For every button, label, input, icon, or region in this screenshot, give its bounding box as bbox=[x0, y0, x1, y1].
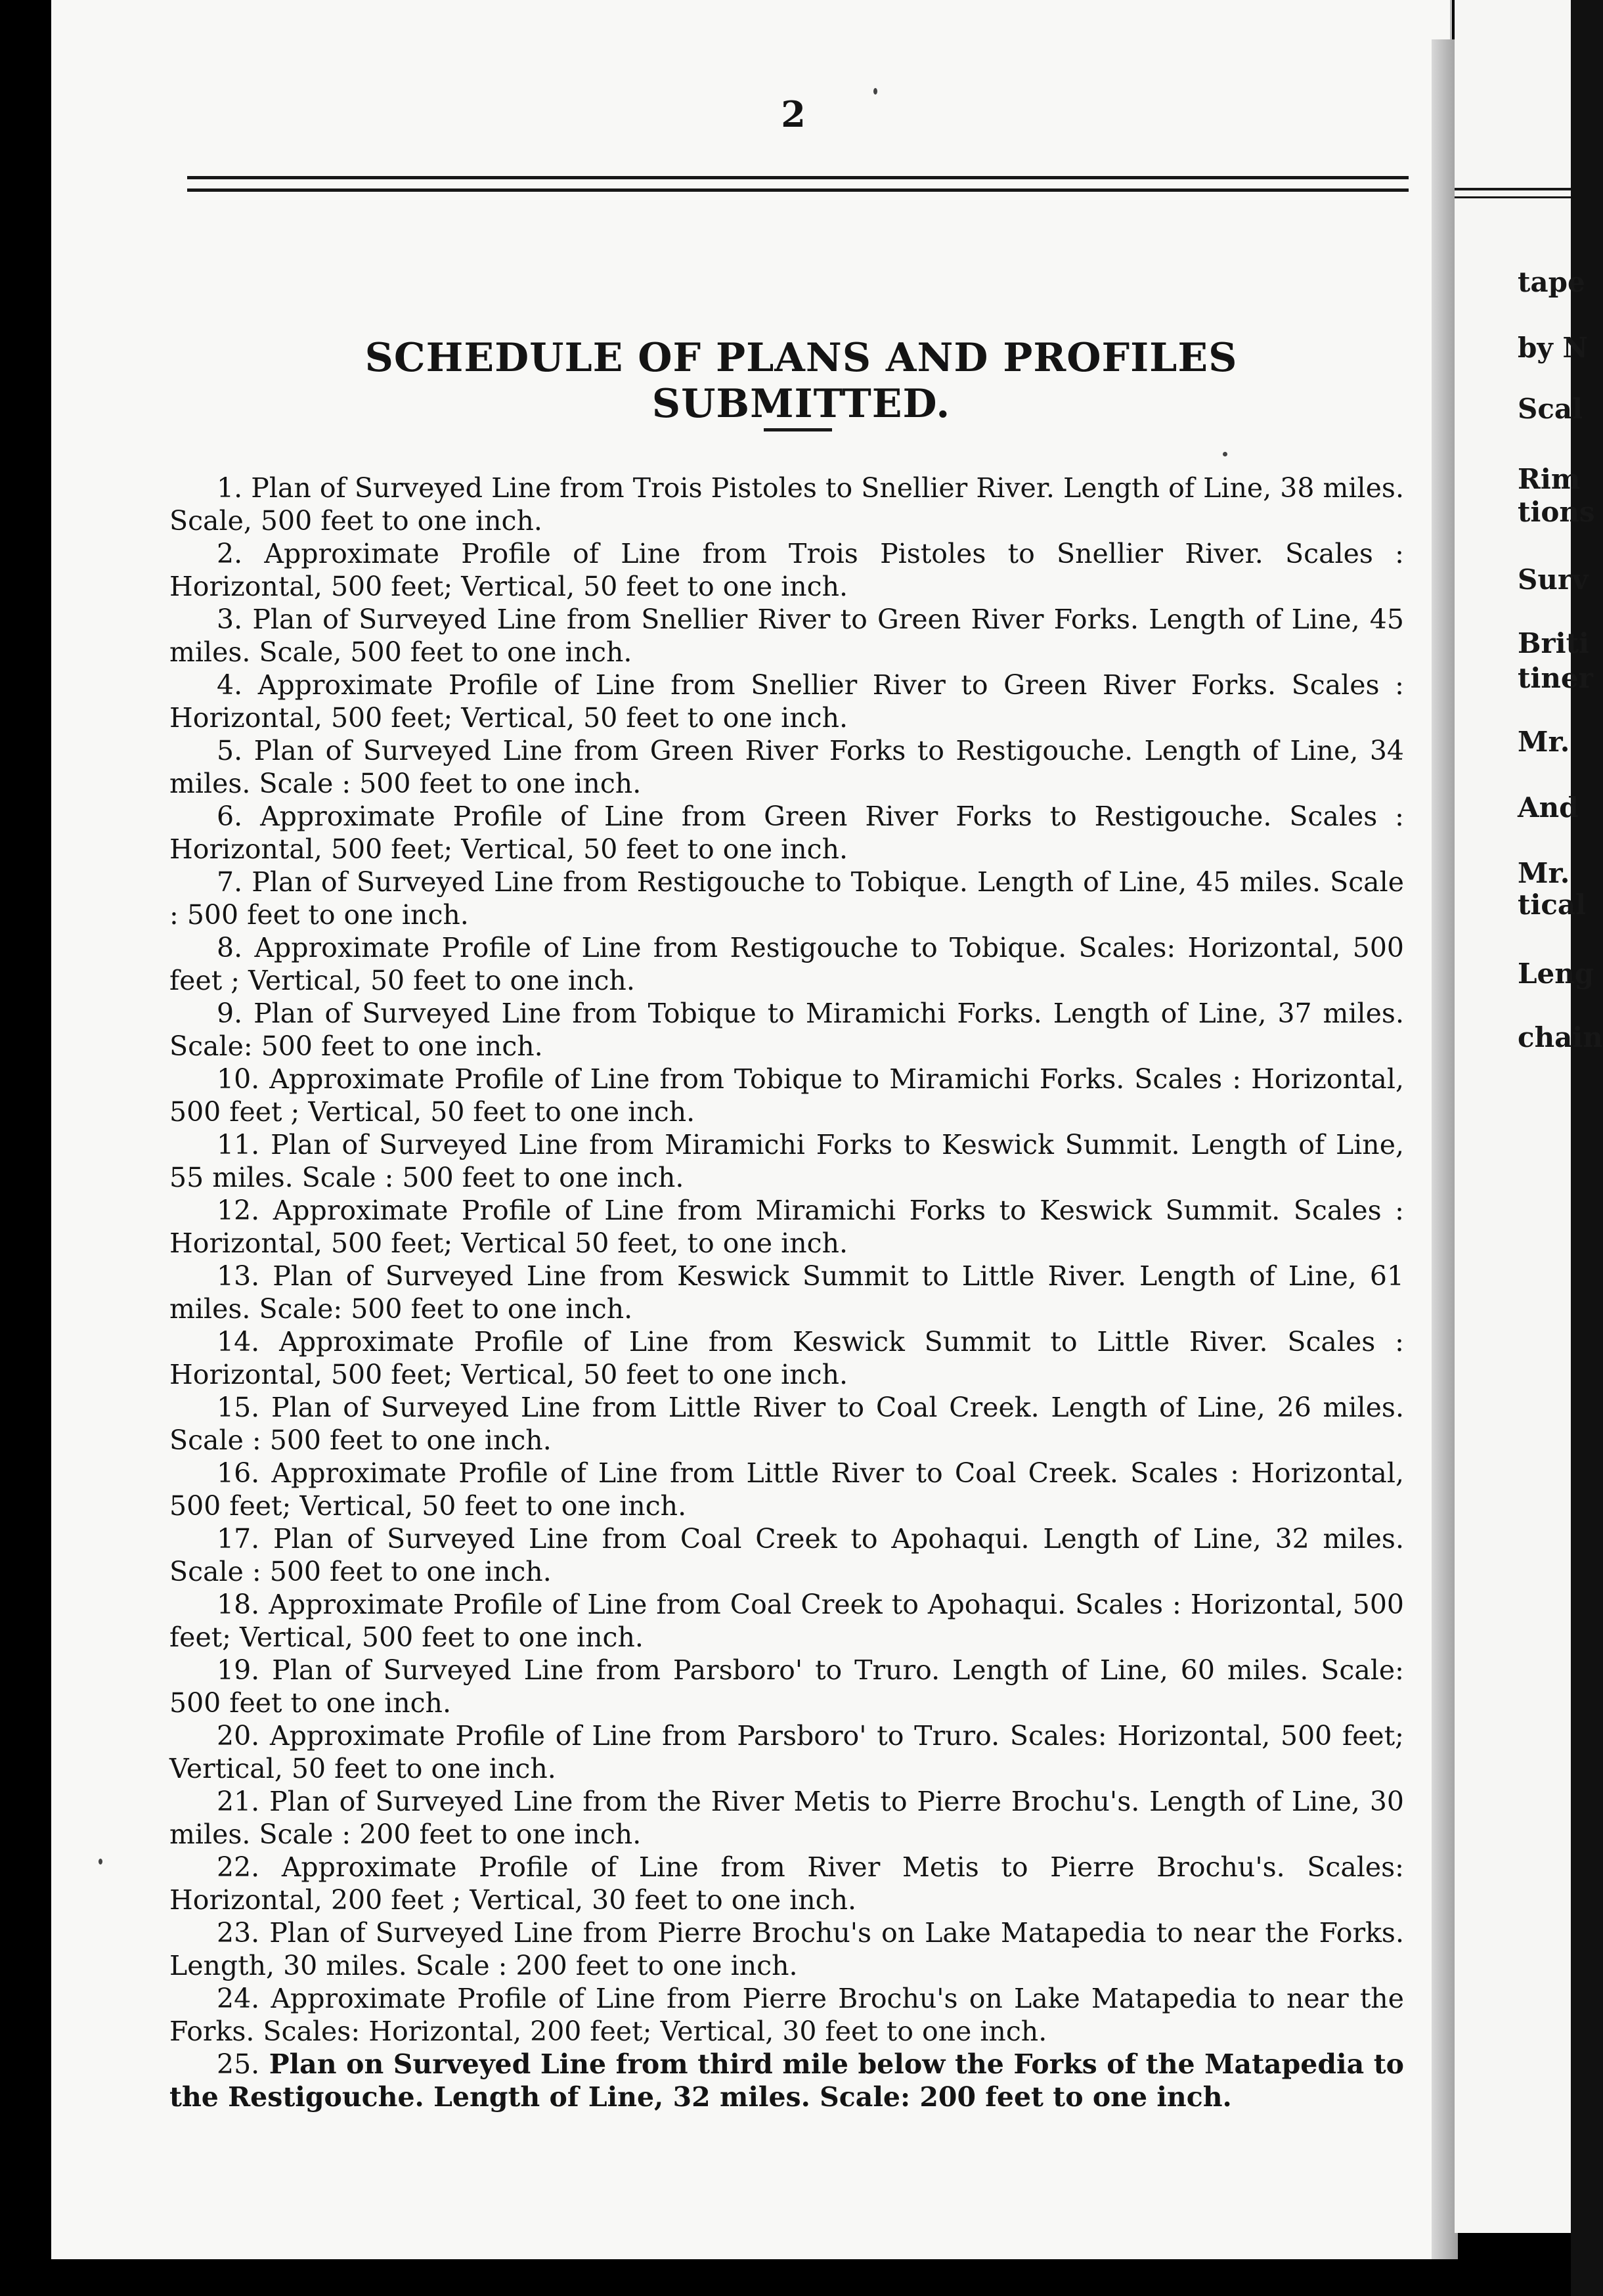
list-item: 17. Plan of Surveyed Line from Coal Creek to Apohaqui. Length of Line, 32 miles. Scale : 500 feet to one inch. bbox=[169, 1523, 1404, 1587]
adjacent-fragment: tical bbox=[1518, 889, 1587, 921]
adjacent-fragment: Leng bbox=[1518, 958, 1594, 990]
list-item: 18. Approximate Profile of Line from Coal Creek to Apohaqui. Scales : Horizontal, 500 feet; Vertical, 500 feet to one inch. bbox=[169, 1589, 1404, 1653]
adjacent-fragment: Mr. bbox=[1518, 857, 1570, 889]
adjacent-page-rule bbox=[1455, 188, 1571, 198]
adjacent-page-edge bbox=[1455, 0, 1603, 2233]
list-item: 15. Plan of Surveyed Line from Little River to Coal Creek. Length of Line, 26 miles. Scale : 500 feet to one inch. bbox=[169, 1392, 1404, 1456]
header-double-rule bbox=[187, 176, 1409, 192]
scan-speck bbox=[1223, 452, 1227, 456]
adjacent-fragment: Scal bbox=[1518, 393, 1583, 425]
adjacent-fragment: chain bbox=[1518, 1021, 1603, 1053]
list-item: 7. Plan of Surveyed Line from Restigouche to Tobique. Length of Line, 45 miles. Scale : 500 feet to one inch. bbox=[169, 866, 1404, 931]
list-item: 1. Plan of Surveyed Line from Trois Pistoles to Snellier River. Length of Line, 38 miles. Scale, 500 feet to one inch. bbox=[169, 472, 1404, 537]
list-item: 10. Approximate Profile of Line from Tobique to Miramichi Forks. Scales : Horizontal, 500 feet ; Vertical, 50 feet to one inch. bbox=[169, 1063, 1404, 1128]
adjacent-fragment: by N bbox=[1518, 332, 1588, 364]
adjacent-fragment: tions bbox=[1518, 496, 1595, 528]
list-item: 14. Approximate Profile of Line from Keswick Summit to Little River. Scales : Horizontal, 500 feet; Vertical, 50 feet to one inch. bbox=[169, 1326, 1404, 1390]
list-item: 2. Approximate Profile of Line from Trois Pistoles to Snellier River. Scales : Horizontal, 500 feet; Vertical, 50 feet to one inch. bbox=[169, 538, 1404, 602]
list-item: 23. Plan of Surveyed Line from Pierre Brochu's on Lake Matapedia to near the Forks. Length, 30 miles. Scale : 200 feet to one inch. bbox=[169, 1917, 1404, 1981]
adjacent-fragment: Mr. bbox=[1518, 726, 1570, 758]
title-dash bbox=[764, 428, 832, 431]
adjacent-fragment: tape bbox=[1518, 266, 1585, 298]
page-gutter-shadow bbox=[1432, 39, 1458, 2259]
list-item: 24. Approximate Profile of Line from Pierre Brochu's on Lake Matapedia to near the Forks. Scales: Horizontal, 200 feet; Vertical, 30 feet to one inch. bbox=[169, 1983, 1404, 2047]
list-item: 19. Plan of Surveyed Line from Parsboro' to Truro. Length of Line, 60 miles. Scale: 500 feet to one inch. bbox=[169, 1654, 1404, 1719]
list-item: 4. Approximate Profile of Line from Snellier River to Green River Forks. Scales : Horizontal, 500 feet; Vertical, 50 feet to one inch. bbox=[169, 669, 1404, 734]
list-item: 13. Plan of Surveyed Line from Keswick Summit to Little River. Length of Line, 61 miles. Scale: 500 feet to one inch. bbox=[169, 1260, 1404, 1325]
schedule-list bbox=[169, 472, 1404, 2113]
adjacent-fragment: Rim bbox=[1518, 463, 1581, 495]
list-item: 6. Approximate Profile of Line from Green River Forks to Restigouche. Scales : Horizontal, 500 feet; Vertical, 50 feet to one inch. bbox=[169, 801, 1404, 865]
list-item: 3. Plan of Surveyed Line from Snellier River to Green River Forks. Length of Line, 45 miles. Scale, 500 feet to one inch. bbox=[169, 604, 1404, 668]
list-item: 16. Approximate Profile of Line from Little River to Coal Creek. Scales : Horizontal, 500 feet; Vertical, 50 feet to one inch. bbox=[169, 1457, 1404, 1522]
adjacent-fragment: Surv bbox=[1518, 563, 1589, 596]
scan-speck bbox=[99, 1859, 102, 1865]
list-item: 9. Plan of Surveyed Line from Tobique to Miramichi Forks. Length of Line, 37 miles. Scale: 500 feet to one inch. bbox=[169, 998, 1404, 1062]
list-item: 25. Plan on Surveyed Line from third mile below the Forks of the Matapedia to the Restigouche. Length of Line, 32 miles. Scale: 200 feet to one inch. bbox=[169, 2048, 1404, 2113]
schedule-title: SCHEDULE OF PLANS AND PROFILES SUBMITTED. bbox=[364, 335, 1238, 427]
page-number: 2 bbox=[781, 93, 806, 135]
adjacent-fragment: tiner bbox=[1518, 662, 1593, 694]
list-item: 5. Plan of Surveyed Line from Green River Forks to Restigouche. Length of Line, 34 miles. Scale : 500 feet to one inch. bbox=[169, 735, 1404, 799]
scan-speck bbox=[873, 88, 877, 95]
list-item: 8. Approximate Profile of Line from Restigouche to Tobique. Scales: Horizontal, 500 feet ; Vertical, 50 feet to one inch. bbox=[169, 932, 1404, 996]
list-item: 22. Approximate Profile of Line from River Metis to Pierre Brochu's. Scales: Horizontal, 200 feet ; Vertical, 30 feet to one inch. bbox=[169, 1851, 1404, 1916]
list-item: 11. Plan of Surveyed Line from Miramichi Forks to Keswick Summit. Length of Line, 55 miles. Scale : 500 feet to one inch. bbox=[169, 1129, 1404, 1193]
list-item: 20. Approximate Profile of Line from Parsboro' to Truro. Scales: Horizontal, 500 feet; Vertical, 50 feet to one inch. bbox=[169, 1720, 1404, 1784]
adjacent-fragment: And bbox=[1518, 791, 1579, 824]
list-item: 21. Plan of Surveyed Line from the River Metis to Pierre Brochu's. Length of Line, 30 miles. Scale : 200 feet to one inch. bbox=[169, 1786, 1404, 1850]
adjacent-fragment: Briti bbox=[1518, 627, 1589, 659]
list-item: 12. Approximate Profile of Line from Miramichi Forks to Keswick Summit. Scales : Horizontal, 500 feet; Vertical 50 feet, to one inch. bbox=[169, 1195, 1404, 1259]
